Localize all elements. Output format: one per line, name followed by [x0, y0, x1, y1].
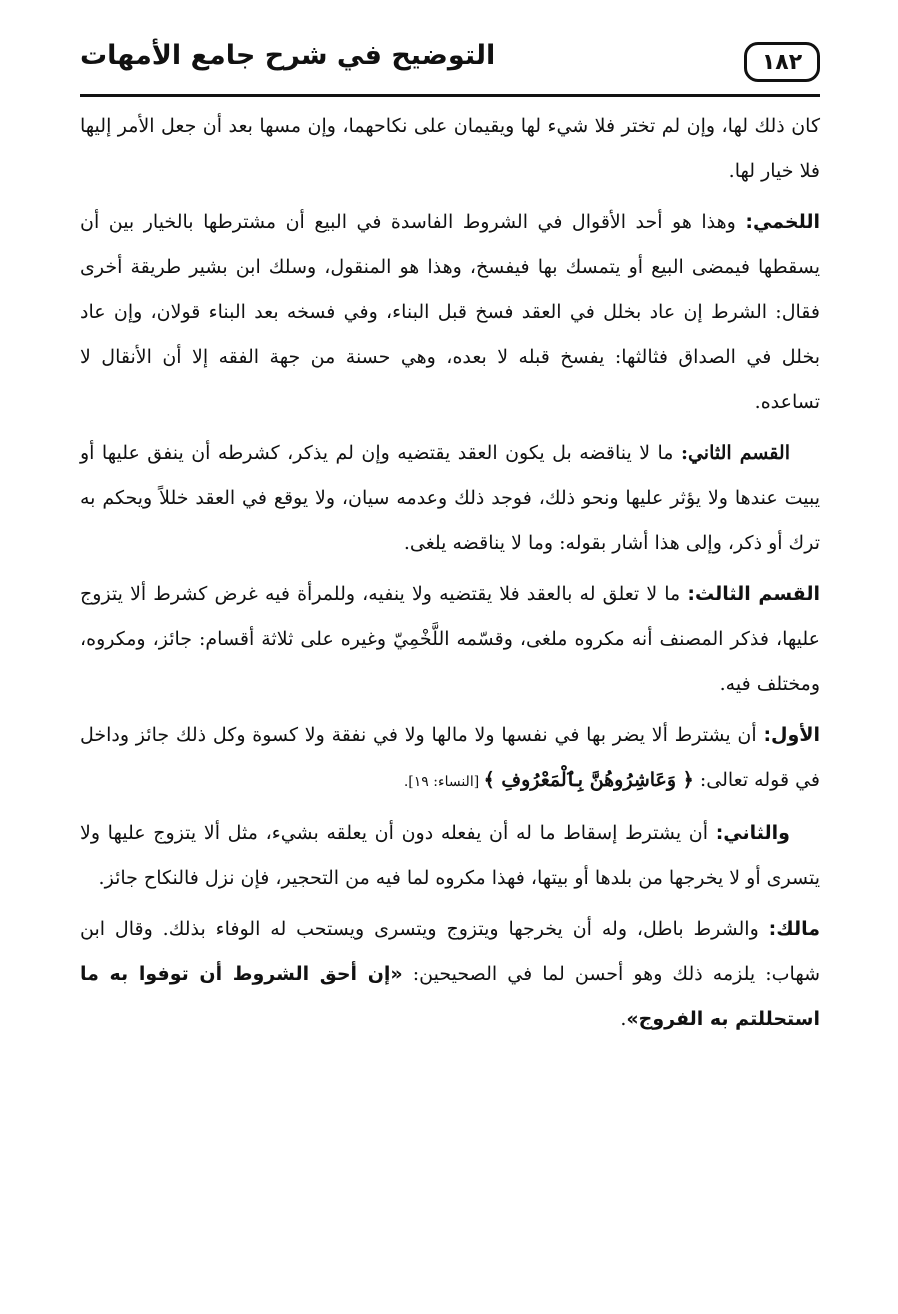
paragraph-text: والشرط باطل، وله أن يخرجها ويتزوج ويتسرى ويستحب له الوفاء بذلك. وقال ابن شهاب: يلزمه ذلك وهو أحسن لما في الصحيحين: — [80, 918, 820, 985]
paragraph-lead: مالك: — [768, 918, 820, 940]
header-rule — [80, 94, 820, 97]
body-text — [80, 104, 820, 1048]
paragraph-lead: اللخمي: — [745, 211, 820, 233]
verse-reference: [النساء: ١٩]. — [403, 774, 484, 790]
paragraph-tail: . — [620, 1008, 627, 1030]
paragraph-text: ما لا تعلق له بالعقد فلا يقتضيه ولا ينفيه، وللمرأة فيه غرض كشرط ألا يتزوج عليها، فذكر المصنف أنه مكروه ملغى، وقسّمه اللَّخْمِيّ وغيره على ثلاثة أقسام: جائز، ومكروه، ومختلف فيه. — [80, 583, 820, 695]
paragraph-lead: والثاني: — [715, 822, 790, 844]
hadith-quote: «إن أحق الشروط أن توفوا به ما استحللتم به الفروج» — [80, 963, 820, 1030]
paragraph-lead: القسم الثاني: — [680, 442, 790, 464]
paragraph-text: كان ذلك لها، وإن لم تختر فلا شيء لها ويقيمان على نكاحهما، وإن مسها بعد أن جعل الأمر إليها فلا خيار لها. — [80, 115, 820, 182]
quran-verse: ﴿ وَعَاشِرُوهُنَّ بِٱلْمَعْرُوفِ ﴾ — [483, 769, 694, 791]
paragraph-4 — [80, 572, 820, 707]
paragraph-lead: القسم الثالث: — [687, 583, 820, 605]
paragraph-5 — [80, 713, 820, 805]
paragraph-text: وهذا هو أحد الأقوال في الشروط الفاسدة في البيع أن مشترطها بالخيار بين أن يسقطها فيمضى البيع أو يتمسك بها فيفسخ، وهذا هو المنقول، وسلك ابن بشير طريقة أخرى فقال: الشرط إن عاد بخلل في العقد فسخ قبل البناء، وفي فسخه بعد البناء قولان، وإن عاد بخلل في الصداق فثالثها: يفسخ قبله لا بعده، وهي حسنة من جهة الفقه إلا أن الأنقال لا تساعده. — [80, 211, 820, 413]
paragraph-2 — [80, 200, 820, 425]
paragraph-3 — [80, 431, 820, 566]
page-number-box — [744, 42, 820, 82]
paragraph-text: أن يشترط إسقاط ما له أن يفعله دون أن يعلقه بشيء، مثل ألا يتزوج عليها ولا يتسرى أو لا يخرجها من بلدها أو بيتها، فهذا مكروه لما فيه من التحجير، فإن نزل فالنكاح جائز. — [80, 822, 820, 889]
page-number: ١٨٢ — [761, 49, 803, 75]
paragraph-7 — [80, 907, 820, 1042]
page-header — [80, 38, 820, 94]
paragraph-lead: الأول: — [763, 724, 820, 746]
paragraph-6 — [80, 811, 820, 901]
paragraph-text: ما لا يناقضه بل يكون العقد يقتضيه وإن لم يذكر، كشرطه أن ينفق عليها أو يبيت عندها ولا يؤثر عليها ونحو ذلك، فوجد ذلك وعدمه سيان، ولا يوقع في العقد خللاً ويحكم به ترك أو ذكر، وإلى هذا أشار بقوله: وما لا يناقضه يلغى. — [80, 442, 820, 554]
paragraph-1 — [80, 104, 820, 194]
paragraph-text: أن يشترط ألا يضر بها في نفسها ولا مالها ولا في نفقة ولا كسوة وكل ذلك جائز وداخل في قوله تعالى: — [80, 724, 820, 791]
running-title: التوضيح في شرح جامع الأمهات — [80, 40, 496, 71]
